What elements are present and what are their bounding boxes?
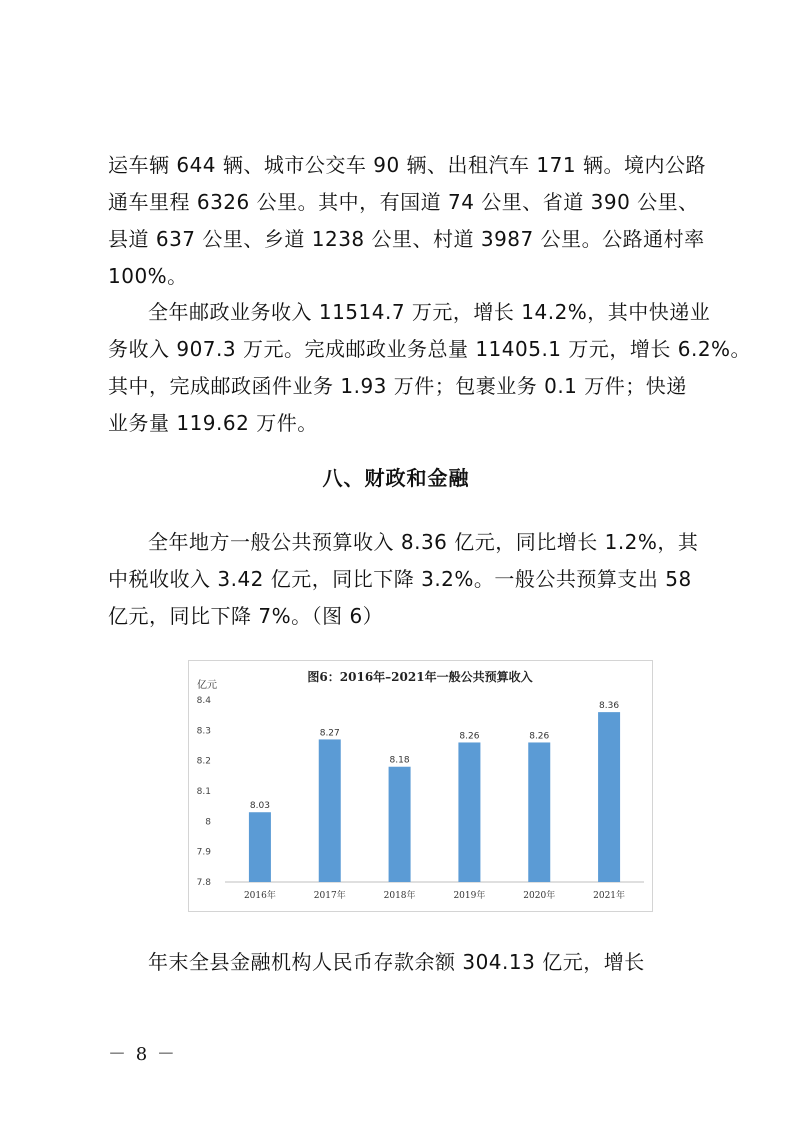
- x-tick-label: 2020年: [523, 891, 556, 901]
- y-tick-label: 8.1: [196, 787, 211, 797]
- bar-2017年: [319, 739, 341, 882]
- bar-2016年: [249, 812, 271, 882]
- page-number: － 8 －: [108, 1044, 177, 1065]
- x-tick-label: 2016年: [243, 891, 276, 901]
- y-tick-label: 8.2: [196, 756, 211, 767]
- text-line: 全年地方一般公共预算收入 8.36 亿元，同比增长 1.2%，其: [148, 530, 699, 554]
- text-line: 县道 637 公里、乡道 1238 公里、村道 3987 公里。公路通村率: [108, 227, 705, 251]
- paragraph-postal: [108, 294, 752, 442]
- text-line: 通车里程 6326 公里。其中，有国道 74 公里、省道 390 公里、: [108, 190, 699, 214]
- text-line: 亿元，同比下降 7%。（图 6）: [108, 604, 384, 628]
- budget-revenue-chart: [188, 660, 653, 912]
- text-line: 其中，完成邮政函件业务 1.93 万件；包裹业务 0.1 万件；快递: [108, 374, 687, 398]
- x-tick-label: 2017年: [313, 891, 346, 901]
- y-tick-label: 7.9: [196, 847, 211, 858]
- data-label: 8.03: [249, 801, 270, 812]
- x-tick-label: 2018年: [383, 891, 416, 901]
- paragraph-transport: [108, 147, 706, 295]
- chart-canvas: [189, 661, 652, 911]
- y-tick-label: 8: [205, 817, 211, 828]
- text-line: 100%。: [108, 264, 188, 288]
- y-tick-label: 8.4: [196, 696, 211, 706]
- data-label: 8.26: [529, 731, 550, 742]
- text-line: 运车辆 644 辆、城市公交车 90 辆、出租汽车 171 辆。境内公路: [108, 153, 706, 177]
- data-label: 8.26: [459, 731, 480, 742]
- x-tick-label: 2021年: [593, 891, 626, 901]
- y-tick-label: 7.8: [196, 878, 211, 888]
- text-line: 年末全县金融机构人民币存款余额 304.13 亿元，增长: [148, 950, 645, 974]
- text-line: 业务量 119.62 万件。: [108, 411, 318, 435]
- paragraph-finance: [108, 524, 699, 635]
- text-line: 全年邮政业务收入 11514.7 万元，增长 14.2%，其中快递业: [148, 300, 711, 324]
- x-tick-label: 2019年: [453, 891, 486, 901]
- chart-title: 图6：2016年–2021年一般公共预算收入: [307, 670, 533, 684]
- bar-2020年: [528, 742, 550, 882]
- y-axis-label: 亿元: [197, 680, 217, 691]
- text-line: 务收入 907.3 万元。完成邮政业务总量 11405.1 万元，增长 6.2%。: [108, 337, 752, 361]
- data-label: 8.18: [389, 755, 410, 766]
- bar-2018年: [389, 767, 411, 882]
- paragraph-deposits: [108, 944, 693, 981]
- text-line: 中税收收入 3.42 亿元，同比下降 3.2%。一般公共预算支出 58: [108, 567, 692, 591]
- data-label: 8.27: [319, 728, 340, 739]
- data-label: 8.36: [599, 701, 620, 712]
- y-tick-label: 8.3: [196, 726, 211, 737]
- section-title: 八、财政和金融: [322, 466, 470, 490]
- bar-2019年: [458, 742, 480, 882]
- bar-2021年: [598, 712, 620, 882]
